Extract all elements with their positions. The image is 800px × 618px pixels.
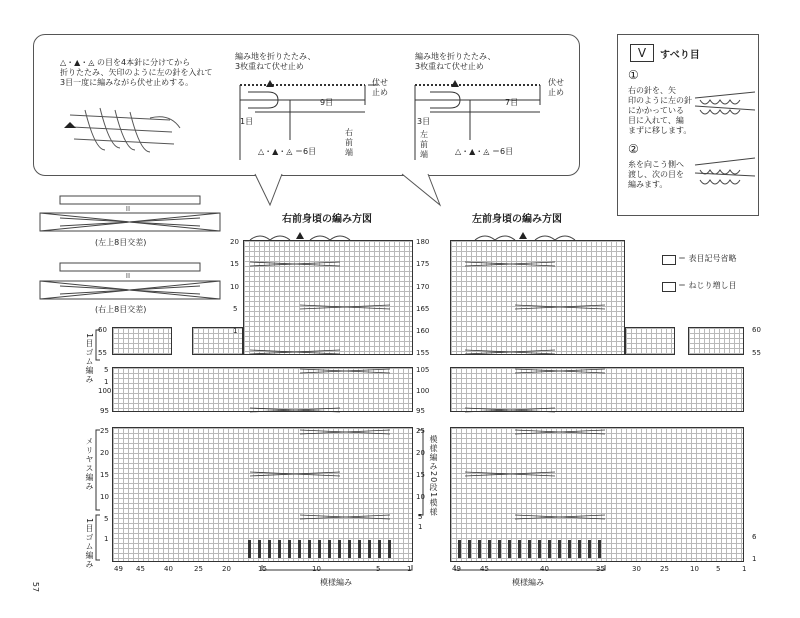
col-label: 20 (222, 565, 231, 573)
left-edge: 左 前 端 (420, 130, 428, 159)
row-label: 60 (752, 326, 761, 334)
col-label: 15 (258, 565, 267, 573)
col-label: 30 (632, 565, 641, 573)
left-chart-title: 左前身頃の編み方図 (472, 214, 562, 225)
row-label: 20 (100, 449, 109, 457)
pattern-label: 模様編み20段1模様 (429, 435, 438, 517)
row-label: 165 (416, 305, 430, 313)
row-label: 100 (416, 387, 430, 395)
col-label: 49 (114, 565, 123, 573)
row-label: 1 (104, 535, 109, 543)
col-label: 45 (480, 565, 489, 573)
row-label: 5 (104, 515, 109, 523)
row-label: 15 (230, 260, 239, 268)
bottom-pattern-right: 模様編み (320, 578, 352, 587)
row-label: 175 (416, 260, 430, 268)
left-formula: △・▲・◬ ＝6目 (455, 147, 514, 156)
row-label: 60 (98, 326, 107, 334)
col-label: 5 (716, 565, 721, 573)
row-label: 160 (416, 327, 430, 335)
rib-label-top: 1目ゴム編み (85, 333, 94, 385)
row-label: 55 (752, 349, 761, 357)
left-cross-label: (左上8目交差) (95, 238, 147, 247)
row-label: 25 (100, 427, 109, 435)
row-label: 1 (233, 327, 238, 335)
right-edge: 右 前 端 (345, 128, 353, 157)
right-cross-label: (右上8目交差) (95, 305, 147, 314)
col-label: 35 (596, 565, 605, 573)
row-label: 105 (416, 366, 430, 374)
page-number: 57 (31, 581, 41, 593)
row-label: 10 (100, 493, 109, 501)
row-label: 170 (416, 283, 430, 291)
row-label: 100 (98, 387, 112, 395)
row-label: 20 (416, 449, 425, 457)
right-bindoff-label: 伏せ 止め (372, 78, 388, 97)
legend-twist-text: ＝ ねじり増し目 (678, 281, 737, 290)
col-label: 40 (540, 565, 549, 573)
slip-step1-text: 右の針を、矢 印のように左の針 にかかっている 目に入れて、編 まずに移します。 (628, 86, 692, 135)
row-label: 95 (416, 407, 425, 415)
row-label: 5 (104, 366, 109, 374)
col-label: 40 (164, 565, 173, 573)
left-fold-note: 編み地を折りたたみ、 3枚重ねて伏せ止め (415, 52, 496, 71)
left-count: 7目 (505, 98, 519, 107)
right-formula: △・▲・◬ ＝6目 (258, 147, 317, 156)
row-label: 5 (418, 513, 423, 521)
row-label: 180 (416, 238, 430, 246)
row-label: 10 (416, 493, 425, 501)
col-label: 45 (136, 565, 145, 573)
col-label: 49 (452, 565, 461, 573)
svg-text:II: II (125, 272, 131, 280)
slip-step1-num: ① (628, 68, 639, 82)
col-label: 10 (690, 565, 699, 573)
slip-symbol-icon: V (630, 44, 654, 62)
row-label: 155 (416, 349, 430, 357)
rib-label-bottom: 1目ゴム編み (85, 518, 94, 570)
row-label: 10 (230, 283, 239, 291)
bottom-pattern-left: 模様編み (512, 578, 544, 587)
row-label: 1 (418, 523, 423, 531)
slip-title: すべり目 (660, 50, 700, 61)
legend-knit-text: ＝ 表目記号省略 (678, 254, 737, 263)
col-label: 5 (376, 565, 381, 573)
row-label: 15 (100, 471, 109, 479)
row-label: 1 (752, 555, 757, 563)
col-label: 10 (312, 565, 321, 573)
row-label: 5 (233, 305, 238, 313)
left-first: 3目 (417, 117, 431, 126)
callout-instruction: △・▲・◬ の目を4本針に分けてから 折りたたみ、矢印のように左の針を入れて 3目一度に編みながら伏せ止めする。 (60, 58, 213, 87)
col-label: 1 (742, 565, 747, 573)
slip-step2-text: 糸を向こう側へ 渡し、次の目を 編みます。 (628, 160, 684, 189)
right-count: 9目 (320, 98, 334, 107)
col-label: 25 (194, 565, 203, 573)
slip-step2-num: ② (628, 142, 639, 156)
svg-text:II: II (125, 205, 131, 213)
row-label: 25 (416, 427, 425, 435)
right-chart-title: 右前身頃の編み方図 (282, 214, 372, 225)
left-bindoff-label: 伏せ 止め (548, 78, 564, 97)
right-first: 1目 (240, 117, 254, 126)
row-label: 15 (416, 471, 425, 479)
right-fold-note: 編み地を折りたたみ、 3枚重ねて伏せ止め (235, 52, 316, 71)
row-label: 1 (104, 378, 109, 386)
col-label: 25 (660, 565, 669, 573)
row-label: 55 (98, 349, 107, 357)
stockinette-label: メリヤス編み (85, 437, 94, 491)
col-label: 1 (407, 565, 412, 573)
row-label: 20 (230, 238, 239, 246)
row-label: 95 (100, 407, 109, 415)
row-label: 6 (752, 533, 757, 541)
